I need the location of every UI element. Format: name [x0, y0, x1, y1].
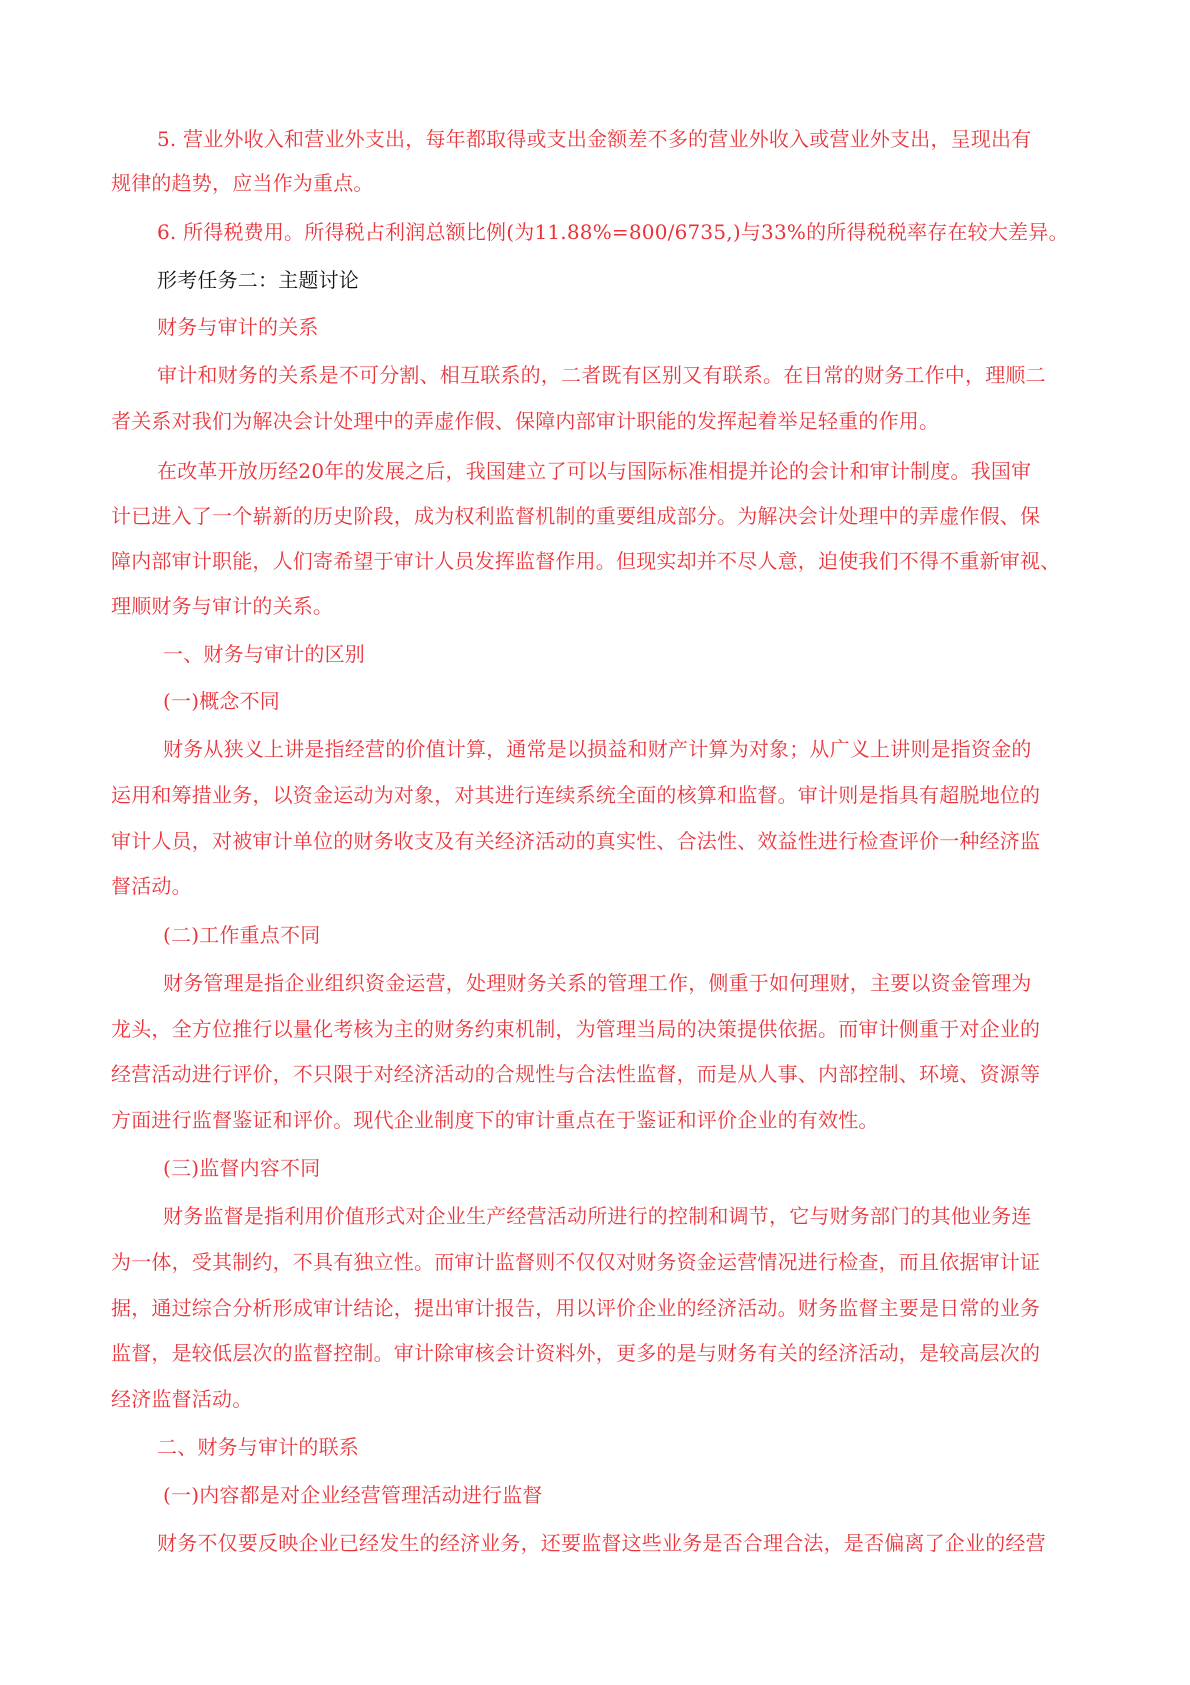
para-5-line-5: 经济监督活动。 — [111, 1387, 253, 1411]
para-2-line-3: 障内部审计职能，人们寄希望于审计人员发挥监督作用。但现实却并不尽人意，迫使我们不得不重新审视、 — [111, 549, 1061, 573]
heading-1: 一、财务与审计的区别 — [163, 642, 365, 666]
task-heading: 形考任务二：主题讨论 — [157, 268, 359, 292]
para-2-line-4: 理顺财务与审计的关系。 — [111, 594, 334, 618]
subheading-2: (二)工作重点不同 — [163, 923, 321, 947]
para-4-line-4: 方面进行监督鉴证和评价。现代企业制度下的审计重点在于鉴证和评价企业的有效性。 — [111, 1108, 879, 1132]
para-4-line-1: 财务管理是指企业组织资金运营，处理财务关系的管理工作，侧重于如何理财，主要以资金管理为 — [163, 971, 1032, 995]
para-3-line-4: 督活动。 — [111, 874, 192, 898]
heading-2: 二、财务与审计的联系 — [157, 1435, 359, 1459]
para-1-line-1: 审计和财务的关系是不可分割、相互联系的，二者既有区别又有联系。在日常的财务工作中，理顺二 — [157, 363, 1046, 387]
item-6-line: 6. 所得税费用。所得税占利润总额比例(为11.88%=800/6735,)与33%的所得税税率存在较大差异。 — [157, 220, 1069, 244]
para-1-line-2: 者关系对我们为解决会计处理中的弄虚作假、保障内部审计职能的发挥起着举足轻重的作用。 — [111, 409, 940, 433]
para-4-line-2: 龙头，全方位推行以量化考核为主的财务约束机制，为管理当局的决策提供依据。而审计侧重于对企业的 — [111, 1017, 1041, 1041]
para-5-line-4: 监督，是较低层次的监督控制。审计除审核会计资料外，更多的是与财务有关的经济活动，是较高层次的 — [111, 1341, 1041, 1365]
para-3-line-2: 运用和筹措业务，以资金运动为对象，对其进行连续系统全面的核算和监督。审计则是指具有超脱地位的 — [111, 783, 1041, 807]
para-5-line-2: 为一体，受其制约，不具有独立性。而审计监督则不仅仅对财务资金运营情况进行检查，而且依据审计证 — [111, 1250, 1041, 1274]
para-2-line-1: 在改革开放历经20年的发展之后，我国建立了可以与国际标准相提并论的会计和审计制度。我国审 — [157, 459, 1032, 483]
para-2-line-2: 计已进入了一个崭新的历史阶段，成为权利监督机制的重要组成部分。为解决会计处理中的弄虚作假、保 — [111, 504, 1041, 528]
section-title: 财务与审计的关系 — [157, 315, 319, 339]
para-4-line-3: 经营活动进行评价，不只限于对经济活动的合规性与合法性监督，而是从人事、内部控制、环境、资源等 — [111, 1062, 1041, 1086]
item-5-line-2: 规律的趋势，应当作为重点。 — [111, 171, 374, 195]
para-3-line-1: 财务从狭义上讲是指经营的价值计算，通常是以损益和财产计算为对象；从广义上讲则是指资金的 — [163, 737, 1032, 761]
para-5-line-3: 据，通过综合分析形成审计结论，提出审计报告，用以评价企业的经济活动。财务监督主要是日常的业务 — [111, 1296, 1041, 1320]
item-5-line-1: 5. 营业外收入和营业外支出，每年都取得或支出金额差不多的营业外收入或营业外支出，呈现出有 — [157, 127, 1032, 151]
subheading-4: (一)内容都是对企业经营管理活动进行监督 — [163, 1483, 543, 1507]
para-6-line-1: 财务不仅要反映企业已经发生的经济业务，还要监督这些业务是否合理合法，是否偏离了企业的经营 — [157, 1531, 1046, 1555]
subheading-1: (一)概念不同 — [163, 689, 281, 713]
subheading-3: (三)监督内容不同 — [163, 1156, 321, 1180]
para-5-line-1: 财务监督是指利用价值形式对企业生产经营活动所进行的控制和调节，它与财务部门的其他业务连 — [163, 1204, 1032, 1228]
para-3-line-3: 审计人员，对被审计单位的财务收支及有关经济活动的真实性、合法性、效益性进行检查评价一种经济监 — [111, 829, 1041, 853]
